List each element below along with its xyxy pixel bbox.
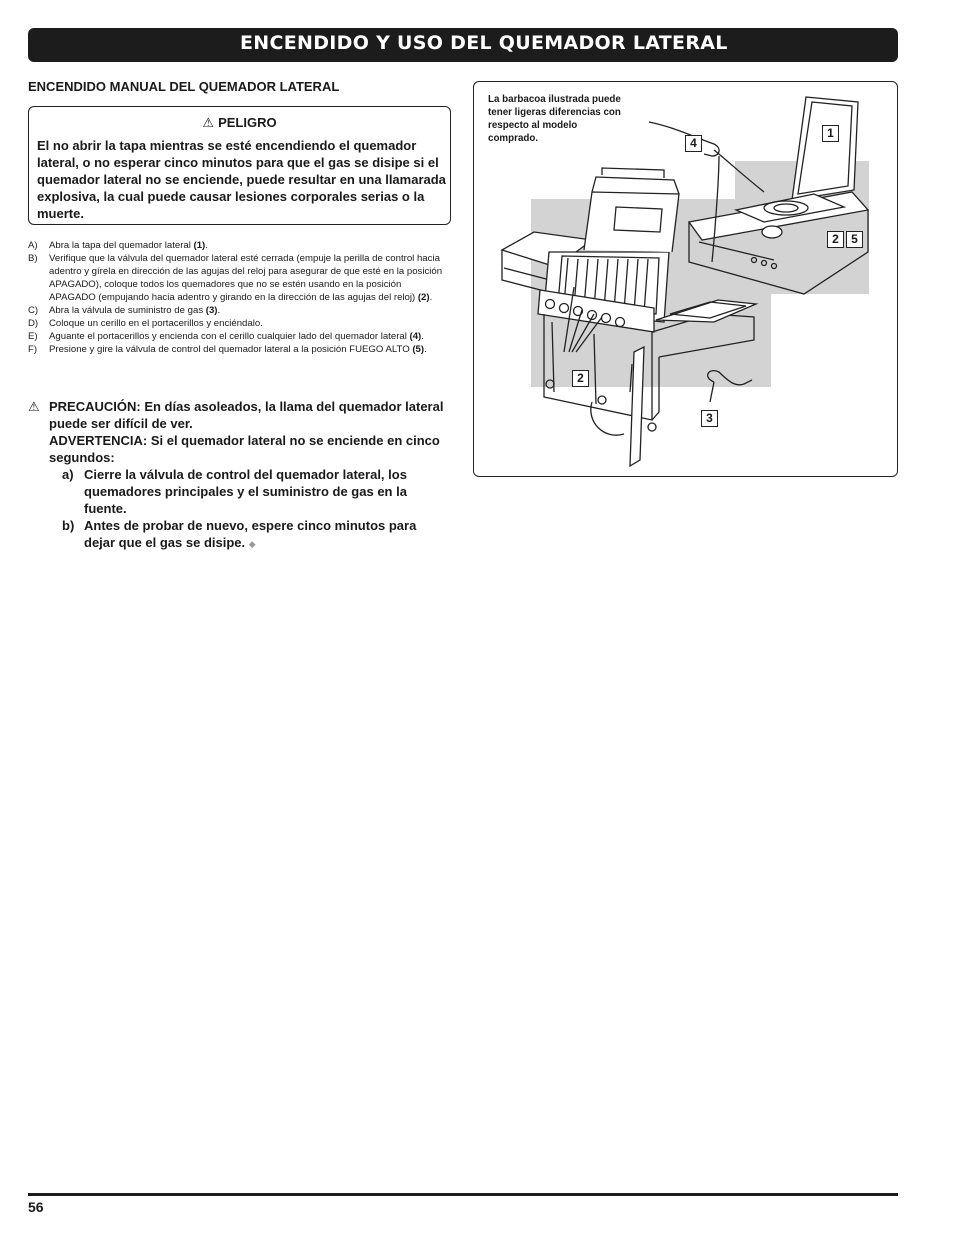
step-item [28,252,448,304]
callout-2-main: 2 [572,370,589,387]
step-item [28,330,448,343]
warning-triangle-icon: ⚠ [202,115,215,130]
page-number: 56 [28,1199,44,1215]
steps-list [28,239,448,356]
figure-box [473,81,898,477]
end-diamond-icon: ◆ [248,539,256,549]
step-item [28,304,448,317]
danger-box [28,106,451,225]
step-letter: D) [28,318,39,329]
step-letter: F) [28,344,38,355]
warning-item: b) Antes de probar de nuevo, espere cinco minutos para dejar que el gas se disipe. ◆ [49,517,448,553]
section-heading: ENCENDIDO MANUAL DEL QUEMADOR LATERAL [28,79,340,94]
step-letter: C) [28,305,39,316]
warning-text: ADVERTENCIA: Si el quemador lateral no se enciende en cinco segundos: [49,433,440,465]
callout-1: 1 [822,125,839,142]
figure-note: La barbacoa ilustrada puede tener ligeras diferencias con respecto al modelo comprado. [488,94,621,144]
warning-row [28,432,448,466]
step-letter: E) [28,331,38,342]
warning-item: a) Cierre la válvula de control del quemador lateral, los quemadores principales y el suministro de gas en la fuente. [49,466,448,517]
callout-2-side: 2 [827,231,844,248]
step-text: Abra la válvula de suministro de gas (3). [49,305,221,316]
step-text: Coloque un cerillo en el portacerillos y enciéndalo. [49,318,263,329]
step-item [28,343,448,356]
footer-rule [28,1193,898,1196]
warning-item-text: Antes de probar de nuevo, espere cinco minutos para dejar que el gas se disipe. ◆ [84,518,417,550]
danger-text: El no abrir la tapa mientras se esté encendiendo el quemador lateral, o no esperar cinco minutos para que el gas se disipe si el quemador lateral no se enciende, puede resultar en una llamarada explosiva, la cual puede causar lesiones corporales serias o la muerte. [37,138,446,221]
step-text: Aguante el portacerillos y encienda con el cerillo cualquier lado del quemador lateral (4). [49,331,424,342]
step-letter: B) [28,253,38,264]
page-title: ENCENDIDO Y USO DEL QUEMADOR LATERAL [240,32,728,54]
step-text: Presione y gire la válvula de control del quemador lateral a la posición FUEGO ALTO (5). [49,344,427,355]
caution-block [28,398,448,553]
danger-title-text: PELIGRO [218,115,277,130]
precaution-row [28,398,448,432]
warning-triangle-icon: ⚠ [28,399,40,414]
step-text: Abra la tapa del quemador lateral (1). [49,240,208,251]
callout-4: 4 [685,135,702,152]
step-item [28,239,448,252]
step-letter: A) [28,240,38,251]
callout-3: 3 [701,410,718,427]
danger-title [29,115,450,131]
step-item [28,317,448,330]
step-text: Verifique que la válvula del quemador lateral esté cerrada (empuje la perilla de control hacia adentro y gírela en dirección de las agujas del reloj para asegurar de que esté en la posición APAGADO), coloque todos los quemadores que no se estén usando en la posición APAGADO (empujando hacia adentro y girando en la dirección de las agujas del reloj) (2). [49,253,443,303]
header-banner [28,28,898,62]
warning-item-text: Cierre la válvula de control del quemador lateral, los quemadores principales y el suministro de gas en la fuente. [84,467,407,516]
precaution-text: PRECAUCIÓN: En días asoleados, la llama del quemador lateral puede ser difícil de ver. [49,399,444,431]
callout-5: 5 [846,231,863,248]
